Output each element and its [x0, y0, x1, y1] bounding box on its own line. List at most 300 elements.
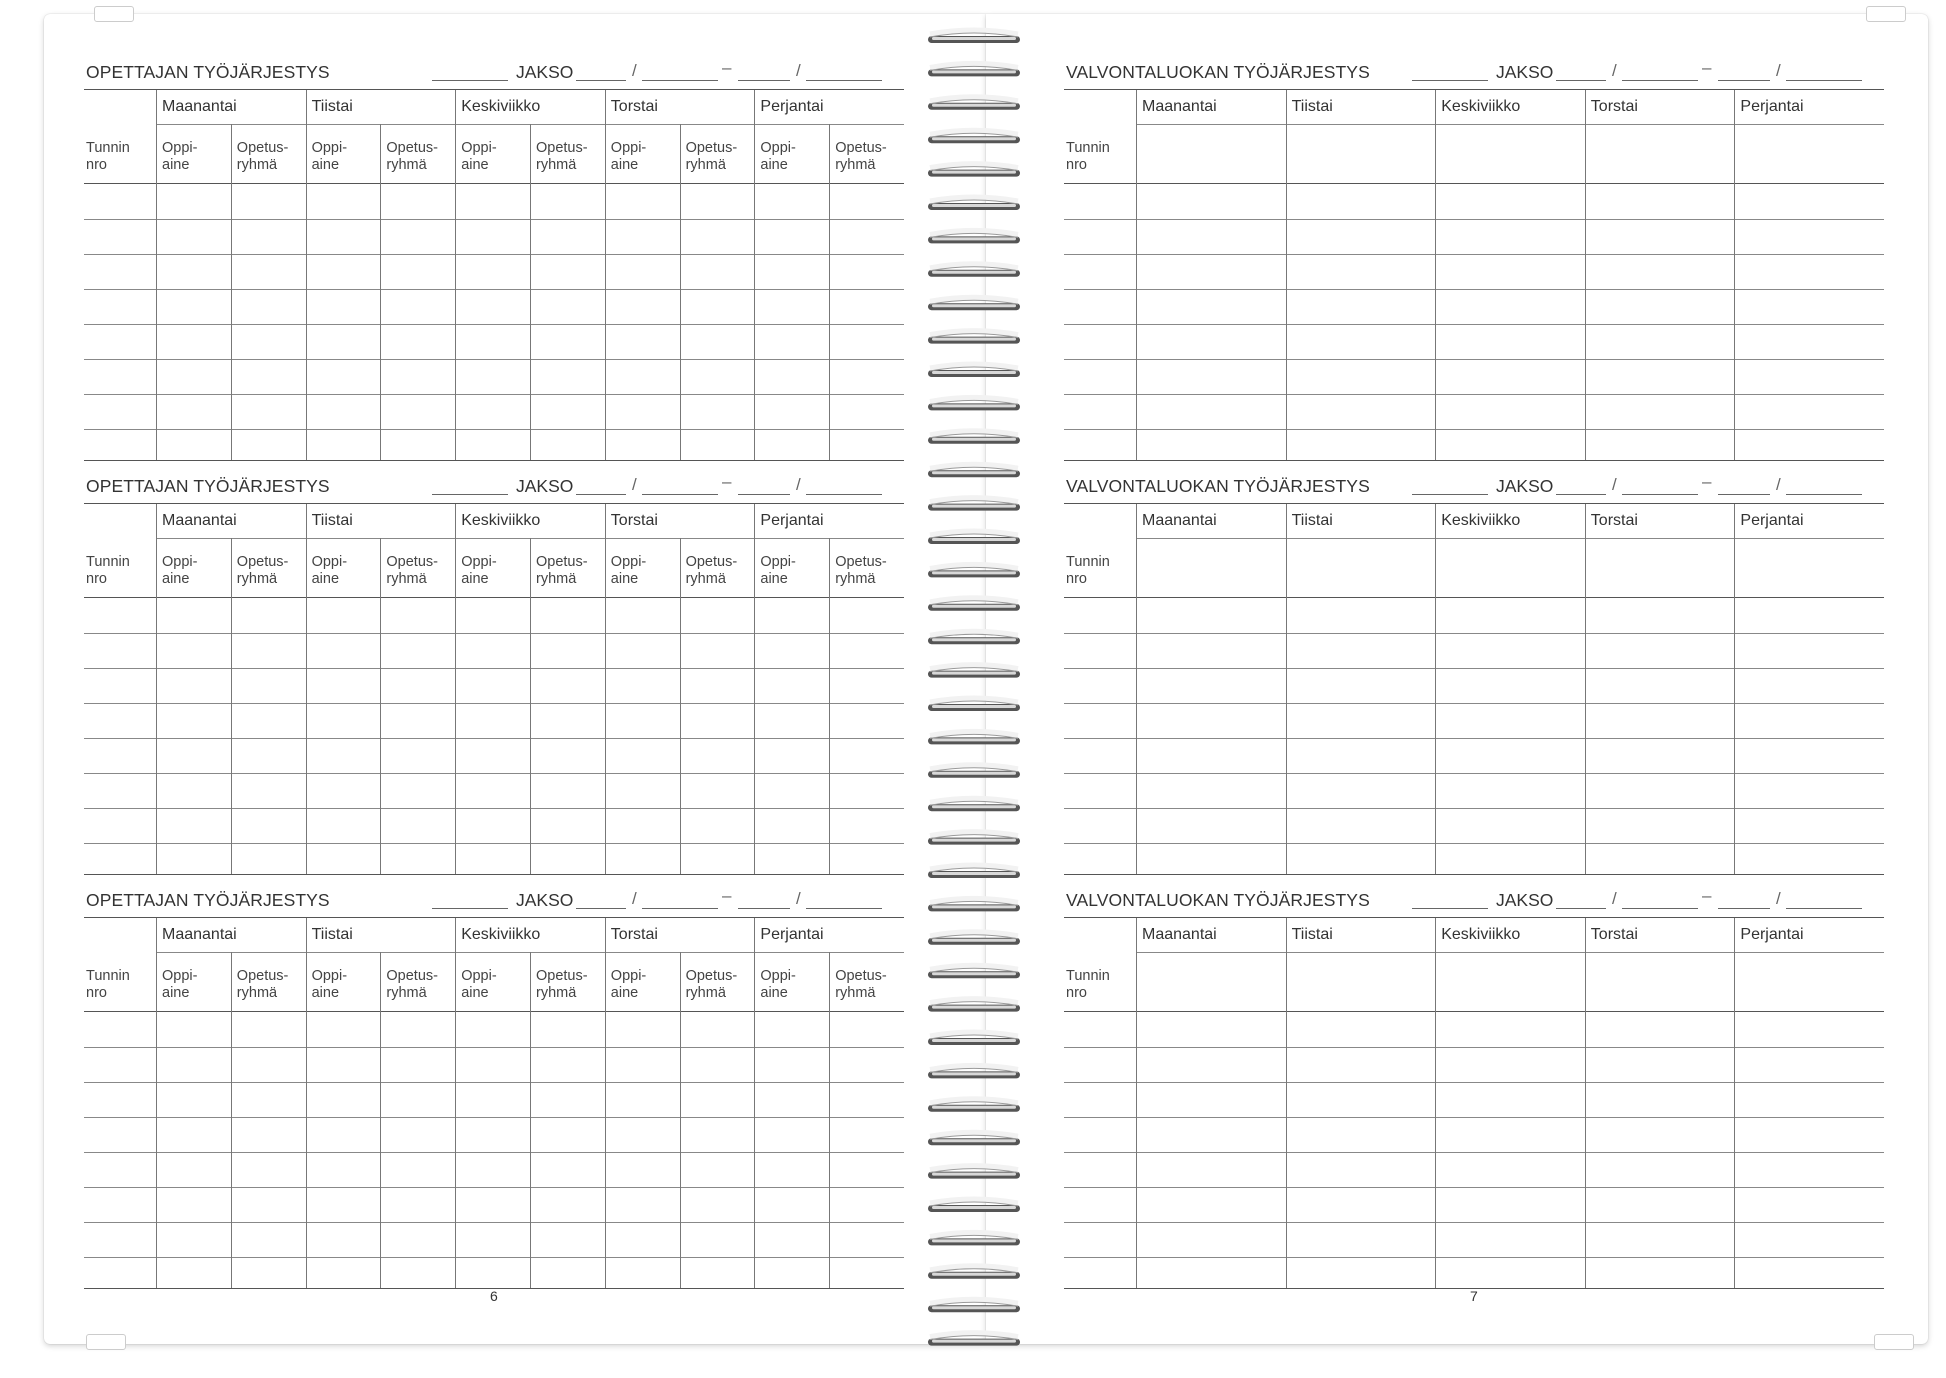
spiral-coil	[928, 1333, 1020, 1346]
group-header-line2: ryhmä	[386, 985, 427, 1001]
table-row-line	[84, 843, 904, 844]
jakso-blank-1[interactable]	[576, 80, 626, 81]
section-title: OPETTAJAN TYÖJÄRJESTYS	[86, 890, 330, 910]
table-top-line	[1064, 503, 1884, 504]
day-header: Torstai	[1590, 512, 1638, 529]
day-header: Tiistai	[1291, 98, 1333, 115]
group-header-line2: ryhmä	[536, 571, 577, 587]
spiral-coil	[928, 1199, 1020, 1212]
subject-header-line1: Oppi-	[162, 554, 198, 570]
day-header: Tiistai	[311, 926, 353, 943]
jakso-label: JAKSO	[516, 62, 574, 82]
group-header-line1: Opetus-	[386, 554, 438, 570]
day-divider	[455, 504, 456, 874]
day-divider	[156, 90, 157, 460]
table-row-line	[84, 289, 904, 290]
table-row-line	[1064, 874, 1884, 875]
day-header: Maanantai	[1142, 512, 1217, 529]
spiral-coil	[928, 631, 1020, 644]
subject-header-line2: aine	[610, 571, 639, 587]
table-row-line	[84, 1257, 904, 1258]
sub-divider	[530, 952, 531, 1288]
day-divider	[306, 504, 307, 874]
section-title: VALVONTALUOKAN TYÖJÄRJESTYS	[1066, 476, 1370, 496]
table-row-line	[1064, 254, 1884, 255]
day-divider	[1585, 90, 1586, 460]
spiral-coil	[928, 130, 1020, 143]
group-header	[386, 968, 438, 1002]
header-bottom-line	[84, 183, 904, 184]
sub-divider	[380, 952, 381, 1288]
day-header-line	[1136, 538, 1884, 539]
table-row-line	[84, 359, 904, 360]
sub-divider	[231, 538, 232, 874]
row-number-header	[1066, 968, 1110, 1002]
subject-header	[611, 968, 646, 1002]
table-row-line	[1064, 1047, 1884, 1048]
spiral-coil	[928, 1299, 1020, 1312]
spiral-coil	[928, 965, 1020, 978]
table-row-line	[1064, 359, 1884, 360]
table-row-line	[84, 1222, 904, 1223]
day-divider	[1435, 918, 1436, 1288]
section-title: OPETTAJAN TYÖJÄRJESTYS	[86, 476, 330, 496]
row-number-header	[86, 968, 130, 1002]
day-divider	[1286, 918, 1287, 1288]
jakso-blank-1[interactable]	[1556, 908, 1606, 909]
group-header-line2: ryhmä	[685, 571, 726, 587]
subject-header-line2: aine	[760, 985, 788, 1001]
table-row-line	[84, 703, 904, 704]
row-header-line1: Tunnin	[1066, 554, 1110, 570]
day-divider	[306, 918, 307, 1288]
row-header-line2: nro	[86, 157, 107, 173]
subject-header	[760, 140, 795, 174]
jakso-label: JAKSO	[1496, 476, 1554, 496]
spiral-coil	[928, 999, 1020, 1012]
spiral-coil	[928, 865, 1020, 878]
group-header	[686, 968, 738, 1002]
table-row-line	[84, 808, 904, 809]
day-header: Perjantai	[760, 926, 824, 943]
sub-divider	[380, 124, 381, 460]
group-header-line2: ryhmä	[236, 157, 278, 173]
group-header-line2: ryhmä	[685, 157, 726, 173]
jakso-blank-1[interactable]	[576, 494, 626, 495]
table-row-line	[1064, 289, 1884, 290]
jakso-blank-1[interactable]	[1556, 80, 1606, 81]
table-row-line	[84, 1082, 904, 1083]
group-header	[536, 554, 588, 588]
spiral-coil	[928, 498, 1020, 511]
row-number-header	[86, 554, 130, 588]
row-header-line1: Tunnin	[1066, 140, 1110, 156]
subject-header-line1: Oppi-	[760, 140, 796, 156]
spiral-coil	[928, 1232, 1020, 1245]
date-dash: –	[722, 58, 732, 77]
jakso-blank-2[interactable]	[1622, 908, 1698, 909]
header-bottom-line	[84, 1011, 904, 1012]
homeroom-timetable	[1064, 472, 1884, 776]
group-header-line2: ryhmä	[835, 571, 876, 587]
jakso-blank-4[interactable]	[806, 908, 882, 909]
subject-header-line2: aine	[461, 571, 489, 587]
spiral-coil	[928, 97, 1020, 110]
day-header: Perjantai	[1740, 512, 1804, 529]
sub-divider	[829, 952, 830, 1288]
group-header	[237, 968, 289, 1002]
spiral-coil	[928, 297, 1020, 310]
table-row-line	[1064, 808, 1884, 809]
group-header-line1: Opetus-	[536, 140, 588, 156]
table-row-line	[1064, 219, 1884, 220]
jakso-blank-2[interactable]	[1622, 80, 1698, 81]
group-header-line2: ryhmä	[536, 157, 577, 173]
day-header: Perjantai	[760, 512, 824, 529]
subject-header-line2: aine	[311, 571, 340, 587]
spiral-coil	[928, 464, 1020, 477]
subject-header	[760, 554, 795, 588]
subject-header	[162, 968, 197, 1002]
day-header: Torstai	[610, 512, 658, 529]
day-header: Perjantai	[1740, 926, 1804, 943]
date-dash: –	[722, 886, 732, 905]
day-header: Tiistai	[311, 512, 353, 529]
day-header: Maanantai	[162, 98, 237, 115]
table-row-line	[1064, 1187, 1884, 1188]
subject-header	[611, 140, 646, 174]
section-title: VALVONTALUOKAN TYÖJÄRJESTYS	[1066, 890, 1370, 910]
sub-divider	[530, 538, 531, 874]
table-row-line	[1064, 668, 1884, 669]
day-divider	[455, 918, 456, 1288]
day-header: Perjantai	[760, 98, 824, 115]
spiral-coil	[928, 30, 1020, 43]
spiral-coil	[928, 397, 1020, 410]
jakso-blank-2[interactable]	[642, 494, 718, 495]
slash-2: /	[796, 889, 801, 908]
subject-header-line1: Oppi-	[461, 968, 497, 984]
row-header-line2: nro	[86, 985, 107, 1001]
day-header: Tiistai	[1291, 926, 1333, 943]
jakso-blank-3[interactable]	[738, 80, 790, 81]
teacher-timetable	[84, 58, 904, 362]
header-bottom-line	[1064, 597, 1884, 598]
spiral-coil	[928, 1132, 1020, 1145]
group-header	[386, 554, 438, 588]
group-header-line2: ryhmä	[386, 571, 427, 587]
row-number-header	[1066, 554, 1110, 588]
slash-1: /	[632, 889, 637, 908]
subject-header-line1: Oppi-	[760, 554, 796, 570]
jakso-blank-3[interactable]	[738, 908, 790, 909]
group-header-line1: Opetus-	[835, 554, 887, 570]
day-header: Keskiviikko	[461, 98, 541, 115]
jakso-blank-3[interactable]	[738, 494, 790, 495]
table-row-line	[1064, 773, 1884, 774]
table-row-line	[84, 460, 904, 461]
page-number-left: 6	[490, 1288, 498, 1304]
group-header-line1: Opetus-	[685, 968, 738, 984]
table-row-line	[1064, 1117, 1884, 1118]
spiral-coil	[928, 898, 1020, 911]
date-dash: –	[722, 472, 732, 491]
slash-1: /	[632, 61, 637, 80]
teacher-timetable	[84, 472, 904, 776]
group-header-line1: Opetus-	[835, 968, 887, 984]
day-divider	[1136, 504, 1137, 874]
subject-header-line2: aine	[461, 985, 489, 1001]
day-header: Torstai	[1590, 98, 1638, 115]
day-header: Maanantai	[1142, 926, 1217, 943]
spiral-coil	[928, 230, 1020, 243]
table-row-line	[1064, 703, 1884, 704]
header-bottom-line	[1064, 1011, 1884, 1012]
subject-header-line1: Oppi-	[162, 968, 198, 984]
group-header	[835, 140, 887, 174]
spiral-coil	[928, 798, 1020, 811]
spiral-coil	[928, 832, 1020, 845]
subject-header-line2: aine	[610, 157, 639, 173]
subject-header	[312, 140, 347, 174]
sub-divider	[680, 538, 681, 874]
jakso-blank-4[interactable]	[1786, 908, 1862, 909]
table-top-line	[1064, 917, 1884, 918]
row-header-line2: nro	[1066, 571, 1087, 587]
jakso-blank-1[interactable]	[576, 908, 626, 909]
day-header: Keskiviikko	[1441, 512, 1521, 529]
day-header: Tiistai	[311, 98, 353, 115]
table-row-line	[84, 1187, 904, 1188]
section-title: VALVONTALUOKAN TYÖJÄRJESTYS	[1066, 62, 1370, 82]
jakso-blank-4[interactable]	[806, 80, 882, 81]
sub-divider	[530, 124, 531, 460]
day-divider	[605, 504, 606, 874]
spiral-coil	[928, 731, 1020, 744]
jakso-blank-3[interactable]	[1718, 494, 1770, 495]
teacher-timetable	[84, 886, 904, 1190]
group-header	[237, 140, 289, 174]
subject-header	[461, 968, 496, 1002]
subject-header-line1: Oppi-	[311, 968, 348, 984]
subject-header-line1: Oppi-	[461, 140, 497, 156]
homeroom-timetable	[1064, 58, 1884, 362]
table-top-line	[84, 503, 904, 504]
spiral-coil	[928, 164, 1020, 177]
subject-header-line1: Oppi-	[610, 140, 647, 156]
subject-header-line2: aine	[311, 985, 340, 1001]
table-row-line	[84, 394, 904, 395]
slash-1: /	[1612, 889, 1617, 908]
day-divider	[156, 504, 157, 874]
page-tab-top-left	[94, 6, 134, 22]
day-header: Tiistai	[1291, 512, 1333, 529]
day-divider	[605, 918, 606, 1288]
day-divider	[1585, 504, 1586, 874]
subject-header-line2: aine	[760, 157, 788, 173]
table-row-line	[84, 254, 904, 255]
sub-divider	[680, 952, 681, 1288]
name-blank[interactable]	[432, 494, 508, 495]
spiral-coil	[928, 1166, 1020, 1179]
spiral-coil	[928, 932, 1020, 945]
spiral-coil	[928, 1266, 1020, 1279]
group-header	[686, 140, 738, 174]
row-header-line2: nro	[1066, 985, 1087, 1001]
row-header-line1: Tunnin	[1066, 968, 1110, 984]
jakso-blank-3[interactable]	[1718, 908, 1770, 909]
table-row-line	[1064, 1152, 1884, 1153]
header-bottom-line	[1064, 183, 1884, 184]
subject-header	[461, 554, 496, 588]
subject-header-line2: aine	[162, 571, 190, 587]
table-row-line	[84, 773, 904, 774]
jakso-blank-1[interactable]	[1556, 494, 1606, 495]
sub-divider	[829, 124, 830, 460]
table-row-line	[84, 324, 904, 325]
subject-header-line1: Oppi-	[162, 140, 198, 156]
slash-1: /	[1612, 61, 1617, 80]
page-tab-top-right	[1866, 6, 1906, 22]
group-header-line2: ryhmä	[835, 157, 876, 173]
name-blank[interactable]	[1412, 80, 1488, 81]
spiral-coil	[928, 598, 1020, 611]
slash-2: /	[1776, 61, 1781, 80]
spiral-coil	[928, 665, 1020, 678]
day-header: Torstai	[610, 926, 658, 943]
slash-2: /	[1776, 889, 1781, 908]
table-row-line	[1064, 1222, 1884, 1223]
group-header-line2: ryhmä	[835, 985, 876, 1001]
table-row-line	[1064, 394, 1884, 395]
name-blank[interactable]	[432, 908, 508, 909]
subject-header-line1: Oppi-	[610, 554, 647, 570]
group-header	[237, 554, 289, 588]
spiral-coil	[928, 1065, 1020, 1078]
jakso-blank-2[interactable]	[642, 80, 718, 81]
date-dash: –	[1702, 472, 1712, 491]
day-divider	[1435, 504, 1436, 874]
spiral-coil	[928, 1032, 1020, 1045]
spiral-coil	[928, 1099, 1020, 1112]
subject-header-line1: Oppi-	[461, 554, 497, 570]
table-row-line	[84, 633, 904, 634]
page-tab-right	[1874, 1334, 1914, 1350]
subject-header-line2: aine	[461, 157, 489, 173]
day-divider	[1585, 918, 1586, 1288]
subject-header	[611, 554, 646, 588]
jakso-blank-2[interactable]	[642, 908, 718, 909]
group-header	[686, 554, 738, 588]
table-top-line	[84, 89, 904, 90]
group-header-line2: ryhmä	[236, 985, 278, 1001]
day-divider	[754, 918, 755, 1288]
subject-header	[312, 554, 347, 588]
row-header-line1: Tunnin	[86, 968, 130, 984]
jakso-label: JAKSO	[516, 476, 574, 496]
name-blank[interactable]	[1412, 494, 1488, 495]
table-row-line	[84, 1152, 904, 1153]
day-divider	[455, 90, 456, 460]
day-header: Keskiviikko	[461, 926, 541, 943]
group-header	[835, 554, 887, 588]
jakso-blank-2[interactable]	[1622, 494, 1698, 495]
day-header: Torstai	[1590, 926, 1638, 943]
sub-divider	[231, 124, 232, 460]
table-row-line	[84, 219, 904, 220]
subject-header-line1: Oppi-	[311, 554, 348, 570]
spiral-coil	[928, 264, 1020, 277]
day-header: Maanantai	[162, 926, 237, 943]
name-blank[interactable]	[432, 80, 508, 81]
spiral-coil	[928, 63, 1020, 76]
group-header-line1: Opetus-	[536, 968, 588, 984]
subject-header	[760, 968, 795, 1002]
group-header-line2: ryhmä	[536, 985, 577, 1001]
table-row-line	[84, 874, 904, 875]
spiral-binding	[918, 0, 1030, 1378]
row-number-header	[1066, 140, 1110, 174]
table-row-line	[1064, 324, 1884, 325]
table-row-line	[84, 738, 904, 739]
table-row-line	[1064, 1257, 1884, 1258]
date-dash: –	[1702, 886, 1712, 905]
jakso-label: JAKSO	[1496, 890, 1554, 910]
day-header: Maanantai	[1142, 98, 1217, 115]
subject-header	[162, 140, 197, 174]
day-header: Keskiviikko	[461, 512, 541, 529]
group-header-line1: Opetus-	[236, 968, 289, 984]
day-divider	[1734, 918, 1735, 1288]
jakso-blank-3[interactable]	[1718, 80, 1770, 81]
name-blank[interactable]	[1412, 908, 1488, 909]
group-header	[835, 968, 887, 1002]
table-row-line	[1064, 738, 1884, 739]
table-row-line	[1064, 1082, 1884, 1083]
day-divider	[1136, 90, 1137, 460]
day-header: Perjantai	[1740, 98, 1804, 115]
table-row-line	[84, 668, 904, 669]
group-header-line1: Opetus-	[536, 554, 588, 570]
group-header-line2: ryhmä	[685, 985, 726, 1001]
group-header-line2: ryhmä	[236, 571, 278, 587]
group-header-line1: Opetus-	[685, 554, 738, 570]
sub-divider	[231, 952, 232, 1288]
group-header	[536, 968, 588, 1002]
page-number-right: 7	[1470, 1288, 1478, 1304]
jakso-blank-4[interactable]	[806, 494, 882, 495]
jakso-blank-4[interactable]	[1786, 494, 1862, 495]
jakso-blank-4[interactable]	[1786, 80, 1862, 81]
slash-1: /	[1612, 475, 1617, 494]
day-divider	[605, 90, 606, 460]
table-top-line	[84, 917, 904, 918]
day-divider	[306, 90, 307, 460]
group-header-line1: Opetus-	[386, 140, 438, 156]
group-header-line1: Opetus-	[386, 968, 438, 984]
section-title: OPETTAJAN TYÖJÄRJESTYS	[86, 62, 330, 82]
day-divider	[1435, 90, 1436, 460]
subject-header-line1: Oppi-	[311, 140, 348, 156]
table-row-line	[84, 429, 904, 430]
jakso-label: JAKSO	[516, 890, 574, 910]
spiral-coil	[928, 331, 1020, 344]
header-bottom-line	[84, 597, 904, 598]
table-row-line	[1064, 429, 1884, 430]
day-divider	[1136, 918, 1137, 1288]
subject-header	[162, 554, 197, 588]
table-row-line	[1064, 460, 1884, 461]
